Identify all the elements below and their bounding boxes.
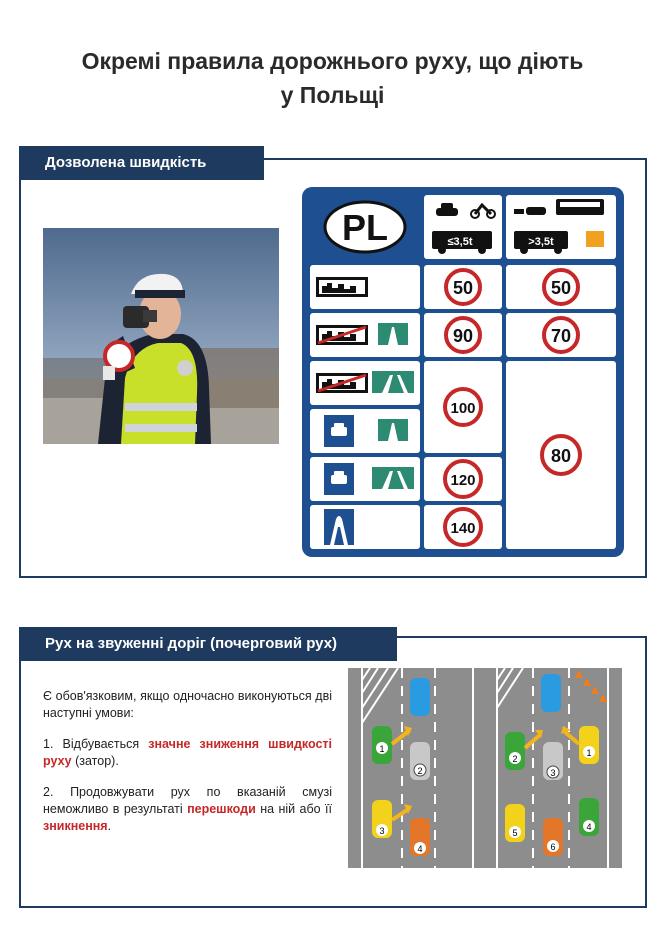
speed-section-tab: Дозволена швидкість — [19, 146, 264, 180]
zipper-merge-description — [43, 688, 332, 849]
speed-limit-light-expressway — [445, 461, 481, 497]
country-code: PL — [341, 207, 389, 248]
car-yellow-5-b — [505, 804, 525, 842]
svg-text:1: 1 — [586, 748, 592, 758]
svg-text:5: 5 — [512, 828, 518, 838]
built-up-area-icon — [316, 277, 368, 297]
end-built-up-area-icon — [316, 325, 368, 345]
weight-large-label: >3,5t — [528, 236, 554, 248]
svg-text:90: 90 — [452, 326, 474, 346]
condition-1: 1. Відбувається значне зниження швидкості руху (затор). — [43, 737, 332, 768]
speed-limit-heavy-outside — [544, 318, 578, 352]
svg-text:100: 100 — [450, 400, 476, 417]
conditions-intro: Є обов'язковим, якщо одночасно виконуються дві наступні умови: — [43, 689, 332, 720]
expressway-sign-icon — [324, 415, 354, 447]
car-orange-4 — [410, 818, 430, 856]
svg-text:140: 140 — [450, 520, 476, 537]
car-yellow-3 — [372, 800, 392, 838]
motorway-sign-icon — [324, 509, 354, 545]
dual-carriageway-icon — [378, 323, 408, 345]
svg-text:6: 6 — [550, 842, 556, 852]
car-green-1 — [372, 726, 392, 764]
svg-text:70: 70 — [550, 326, 572, 346]
car-blue — [410, 678, 430, 716]
svg-text:3: 3 — [379, 826, 385, 836]
car-green-4-b — [579, 798, 599, 836]
merge-diagram-right-lane-ends — [483, 668, 622, 868]
speed-limit-heavy-built-up — [544, 270, 578, 304]
svg-text:4: 4 — [586, 822, 592, 832]
svg-text:2: 2 — [417, 766, 423, 776]
svg-text:80: 80 — [550, 446, 572, 466]
svg-text:1: 1 — [379, 744, 385, 754]
poland-speed-limits-sign — [302, 187, 624, 557]
page-title — [0, 44, 665, 112]
weight-small-label: ≤3,5t — [447, 236, 473, 248]
expressway-sign-icon-2 — [324, 463, 354, 495]
car-orange-6-b — [543, 818, 563, 856]
police-officer-photo — [43, 228, 279, 444]
speed-limit-light-motorway — [445, 509, 481, 545]
svg-text:2: 2 — [512, 754, 518, 764]
car-grey-3-b — [543, 742, 563, 780]
bus-icon — [556, 199, 604, 215]
speed-limit-light-built-up — [446, 270, 480, 304]
svg-text:50: 50 — [550, 278, 572, 298]
speed-limit-light-dual — [445, 389, 481, 425]
expressway-road-icon — [372, 371, 414, 393]
dual-carriageway-icon-2 — [378, 419, 408, 441]
expressway-road-icon-2 — [372, 467, 414, 489]
title-line-1: Окремі правила дорожнього руху, що діють — [81, 48, 584, 74]
speed-limit-light-outside — [446, 318, 480, 352]
merge-diagram-left-lane-ends — [348, 668, 487, 868]
svg-text:4: 4 — [417, 844, 423, 854]
svg-text:3: 3 — [550, 768, 556, 778]
title-line-2: у Польщі — [280, 82, 385, 108]
speed-limit-heavy-roads — [542, 436, 580, 474]
car-grey-2 — [410, 742, 430, 780]
condition-2: 2. Продовжувати рух по вказаній смузі неможливо в результаті перешкоди на ній або її зникнення. — [43, 785, 332, 833]
end-built-up-area-icon-2 — [316, 373, 368, 393]
car-blue-b — [541, 674, 561, 712]
svg-text:120: 120 — [450, 472, 476, 489]
car-green-2-b — [505, 732, 525, 770]
car-yellow-1-b — [579, 726, 599, 764]
svg-text:50: 50 — [452, 278, 474, 298]
zipper-merge-section-tab: Рух на звуженні доріг (почерговий рух) — [19, 627, 397, 661]
